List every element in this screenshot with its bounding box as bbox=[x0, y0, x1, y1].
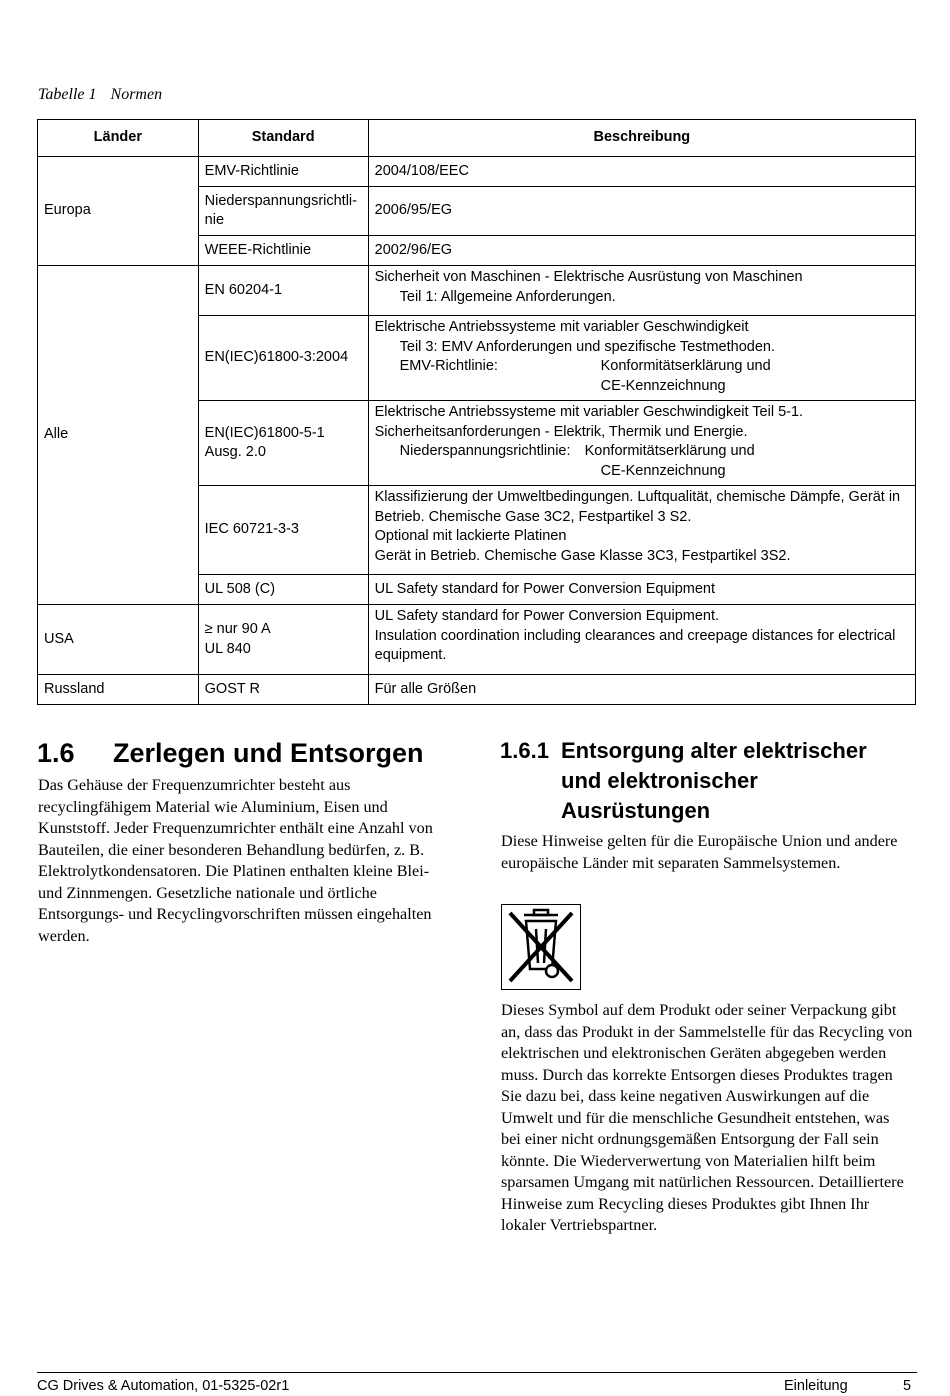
description-cell bbox=[368, 401, 915, 486]
standard-cell: IEC 60721-3-3 bbox=[198, 486, 368, 575]
directive-value: Konformitätserklärung und bbox=[584, 443, 755, 459]
footer-page-number: 5 bbox=[903, 1378, 912, 1394]
description-cell: Für alle Größen bbox=[368, 675, 915, 705]
description-cell bbox=[368, 266, 915, 316]
description-line: Klassifizierung der Umweltbedingungen. Luftqualität, chemische Dämpfe, Gerät in Betrieb. Chemische Gase 3C2, Festpartikel 3 S2. bbox=[374, 489, 901, 525]
table-row bbox=[38, 266, 916, 316]
standard-cell: EN(IEC)61800-5-1 Ausg. 2.0 bbox=[198, 401, 368, 486]
directive-entry bbox=[375, 357, 909, 377]
footer-section-name: Einleitung bbox=[784, 1378, 848, 1394]
directive-value: CE-Kennzeichnung bbox=[600, 377, 726, 394]
description-line: Gerät in Betrieb. Chemische Gase Klasse 3C3, Festpartikel 3S2. bbox=[374, 547, 791, 564]
directive-key: EMV-Richtlinie: bbox=[399, 358, 498, 374]
standard-line: UL 840 bbox=[204, 640, 251, 657]
section-heading-1-6-1 bbox=[500, 736, 900, 826]
standard-line: ≥ nur 90 A bbox=[204, 621, 271, 637]
section-title: Zerlegen und Entsorgen bbox=[113, 738, 424, 768]
description-cell bbox=[368, 486, 915, 575]
standard-cell: EN 60204-1 bbox=[198, 266, 368, 316]
table-row bbox=[38, 675, 916, 705]
section-heading-1-6 bbox=[37, 736, 424, 770]
table-row bbox=[38, 605, 916, 675]
country-cell: Russland bbox=[38, 675, 199, 705]
table-caption bbox=[38, 86, 162, 104]
description-line: Elektrische Antriebssysteme mit variabler Geschwindigkeit Teil 5-1. bbox=[374, 404, 804, 420]
directive-entry bbox=[375, 462, 909, 482]
description-cell: 2006/95/EG bbox=[368, 187, 915, 236]
description-cell: 2004/108/EEC bbox=[368, 157, 915, 187]
description-line: Optional mit lackierte Platinen bbox=[374, 528, 567, 544]
section-1-6-1-intro: Diese Hinweise gelten für die Europäische Union und andere europäische Länder mit separaten Sammelsystemen. bbox=[501, 832, 898, 872]
directive-entry bbox=[375, 442, 909, 462]
standard-cell: Niederspannungsrichtli-nie bbox=[198, 187, 368, 236]
column-header: Standard bbox=[198, 120, 368, 157]
table-caption-label: Tabelle 1 bbox=[38, 86, 97, 103]
column-header: Beschreibung bbox=[368, 120, 915, 157]
table-header-row bbox=[38, 120, 916, 157]
standard-cell: UL 508 (C) bbox=[198, 575, 368, 605]
description-cell bbox=[368, 316, 915, 401]
directive-value: Konformitätserklärung und bbox=[600, 358, 771, 374]
norms-table bbox=[37, 119, 916, 705]
country-cell: Europa bbox=[38, 157, 199, 266]
section-number: 1.6 bbox=[37, 738, 75, 768]
description-cell: 2002/96/EG bbox=[368, 236, 915, 266]
description-line: Teil 1: Allgemeine Anforderungen. bbox=[399, 288, 616, 305]
description-line: Sicherheitsanforderungen - Elektrik, Thermik und Energie. bbox=[374, 423, 748, 440]
table-caption-title: Normen bbox=[110, 86, 163, 103]
directive-key: Niederspannungsrichtlinie: bbox=[399, 443, 571, 459]
description-line: Sicherheit von Maschinen - Elektrische Ausrüstung von Maschinen bbox=[374, 269, 803, 285]
footer-divider bbox=[37, 1372, 917, 1373]
directive-value: CE-Kennzeichnung bbox=[600, 462, 726, 479]
standard-cell: EMV-Richtlinie bbox=[198, 157, 368, 187]
table-row bbox=[38, 157, 916, 187]
description-cell bbox=[368, 605, 915, 675]
footer-document-id: CG Drives & Automation, 01-5325-02r1 bbox=[37, 1378, 290, 1394]
description-line: Elektrische Antriebssysteme mit variabler Geschwindigkeit bbox=[374, 319, 749, 335]
country-cell: Alle bbox=[38, 266, 199, 605]
description-line: Insulation coordination including clearances and creepage distances for electrical equipment. bbox=[374, 627, 896, 663]
standard-cell: EN(IEC)61800-3:2004 bbox=[198, 316, 368, 401]
section-1-6-1-body: Dieses Symbol auf dem Produkt oder seiner Verpackung gibt an, dass das Produkt in der Sammelstelle für das Recycling von elektrischen und elektronischen Geräten abgegeben werden muss. Durch das korrekte Entsorgen dieses Produktes tragen Sie dazu bei, dass keine negativen Auswirkungen auf die Umwelt und für die menschliche Gesundheit entstehen, was bei einer nicht ordnungsgemäßen Entsorgung der Fall sein könnte. Die Wiederverwertung von Materialien hilft beim sparsamen Umgang mit natürlichen Ressourcen. Detailliertere Hinweise zum Recycling dieses Produktes gibt Ihnen Ihr lokaler Vertriebspartner. bbox=[501, 1001, 913, 1234]
section-number: 1.6.1 bbox=[500, 738, 549, 763]
country-cell: USA bbox=[38, 605, 199, 675]
description-line: Teil 3: EMV Anforderungen und spezifische Testmethoden. bbox=[399, 338, 775, 355]
description-line: UL Safety standard for Power Conversion Equipment. bbox=[374, 608, 720, 624]
column-header: Länder bbox=[38, 120, 199, 157]
section-title: Entsorgung alter elektrischer und elektronischer Ausrüstungen bbox=[561, 738, 867, 823]
standard-cell: WEEE-Richtlinie bbox=[198, 236, 368, 266]
description-cell: UL Safety standard for Power Conversion Equipment bbox=[368, 575, 915, 605]
weee-crossed-bin-icon bbox=[501, 904, 581, 990]
directive-entry bbox=[375, 377, 909, 397]
standard-cell: GOST R bbox=[198, 675, 368, 705]
section-1-6-body: Das Gehäuse der Frequenzumrichter besteht aus recyclingfähigem Material wie Aluminium, Eisen und Kunststoff. Jeder Frequenzumrichter enthält eine Anzahl von Bauteilen, die einer besonderen Behandlung bedürfen, z. B. Elektrolytkondensatoren. Die Platinen enthalten kleine Blei- und Zinnmengen. Gesetzliche nationale und örtliche Entsorgungs- und Recyclingvorschriften müssen eingehalten werden. bbox=[38, 776, 433, 945]
standard-cell bbox=[198, 605, 368, 675]
